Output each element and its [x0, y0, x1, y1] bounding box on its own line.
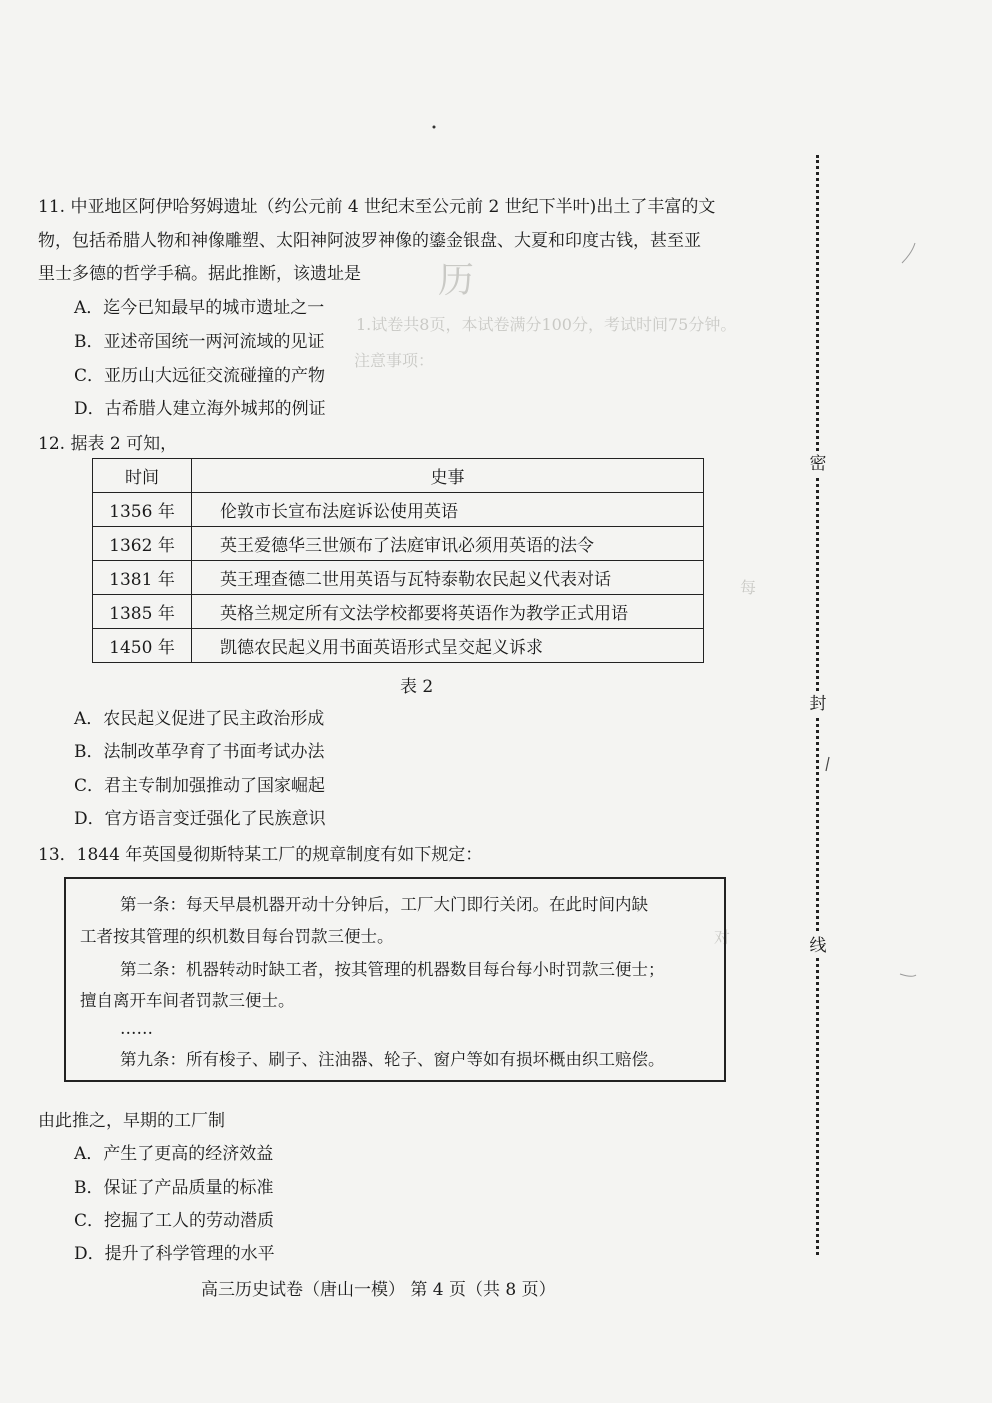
rule-2-line-2: 擅自离开车间者罚款三便士。	[80, 991, 295, 1010]
q11-stem-line-2: 物，包括希腊人物和神像雕塑、太阳神阿波罗神像的鎏金银盘、大夏和印度古钱，甚至亚	[38, 231, 701, 251]
year-cell: 1362 年	[93, 527, 192, 561]
q13-lead: 由此推之，早期的工厂制	[38, 1111, 225, 1131]
q13-option-c: C．挖掘了工人的劳动潜质	[74, 1211, 275, 1231]
event-cell: 凯德农民起义用书面英语形式呈交起义诉求	[192, 629, 704, 663]
rule-1-line-2: 工者按其管理的织机数目每台罚款三便士。	[80, 927, 394, 946]
rule-9: 第九条：所有梭子、刷子、注油器、轮子、窗户等如有损坏概由织工赔偿。	[120, 1050, 665, 1069]
bleed-through-char: 每	[740, 578, 757, 597]
year-cell: 1356 年	[93, 493, 192, 527]
seal-char-mi: 密	[806, 452, 830, 476]
table-row	[93, 527, 704, 561]
q11-option-c: C．亚历山大远征交流碰撞的产物	[74, 366, 326, 386]
q12-option-b: B．法制改革孕育了书面考试办法	[74, 742, 325, 762]
rule-1-line-1: 第一条：每天早晨机器开动十分钟后，工厂大门即行关闭。在此时间内缺	[120, 895, 648, 914]
table-row	[93, 561, 704, 595]
rules-ellipsis: ……	[120, 1019, 153, 1038]
bleed-through-char: 对	[714, 928, 731, 947]
seal-char-xian: 线	[806, 934, 830, 958]
factory-rules-box	[64, 877, 726, 1082]
event-cell: 英格兰规定所有文法学校都要将英语作为教学正式用语	[192, 595, 704, 629]
q12-option-d: D．官方语言变迁强化了民族意识	[74, 809, 326, 829]
header-event: 史事	[192, 459, 704, 493]
q13-option-d: D．提升了科学管理的水平	[74, 1244, 275, 1264]
q11-stem-line-1: 11. 中亚地区阿伊哈努姆遗址（约公元前 4 世纪末至公元前 2 世纪下半叶)出土了丰富的文	[38, 197, 716, 217]
q11-option-a: A．迄今已知最早的城市遗址之一	[74, 298, 325, 318]
header-time: 时间	[93, 459, 192, 493]
q12-option-c: C．君主专制加强推动了国家崛起	[74, 776, 326, 796]
table-header-row	[93, 459, 704, 493]
year-cell: 1381 年	[93, 561, 192, 595]
q13-option-b: B．保证了产品质量的标准	[74, 1178, 274, 1198]
q12-stem: 12. 据表 2 可知，	[38, 434, 178, 454]
event-cell: 英王爱德华三世颁布了法庭审讯必须用英语的法令	[192, 527, 704, 561]
table-caption: 表 2	[400, 677, 434, 697]
page-footer: 高三历史试卷（唐山一模） 第 4 页（共 8 页）	[201, 1280, 556, 1300]
event-cell: 伦敦市长宣布法庭诉讼使用英语	[192, 493, 704, 527]
q13-option-a: A．产生了更高的经济效益	[74, 1144, 274, 1164]
bleed-through-char: 历	[438, 260, 475, 301]
q11-option-b: B．亚述帝国统一两河流域的见证	[74, 332, 325, 352]
q13-stem: 13．1844 年英国曼彻斯特某工厂的规章制度有如下规定：	[38, 845, 483, 865]
seal-char-feng: 封	[806, 692, 830, 716]
q11-option-d: D．古希腊人建立海外城邦的例证	[74, 399, 326, 419]
bleed-through-line: 1.试卷共8页，本试卷满分100分，考试时间75分钟。	[356, 315, 737, 334]
table-row	[93, 595, 704, 629]
q11-stem-line-3: 里士多德的哲学手稿。据此推断，该遗址是	[38, 264, 361, 284]
table-row	[93, 493, 704, 527]
rule-2-line-1: 第二条：机器转动时缺工者，按其管理的机器数目每台每小时罚款三便士；	[120, 960, 665, 979]
year-cell: 1385 年	[93, 595, 192, 629]
bleed-through-line: 注意事项：	[354, 351, 435, 370]
year-cell: 1450 年	[93, 629, 192, 663]
q12-option-a: A．农民起义促进了民主政治形成	[74, 709, 325, 729]
history-events-table	[92, 458, 704, 663]
table-row	[93, 629, 704, 663]
event-cell: 英王理查德二世用英语与瓦特泰勒农民起义代表对话	[192, 561, 704, 595]
